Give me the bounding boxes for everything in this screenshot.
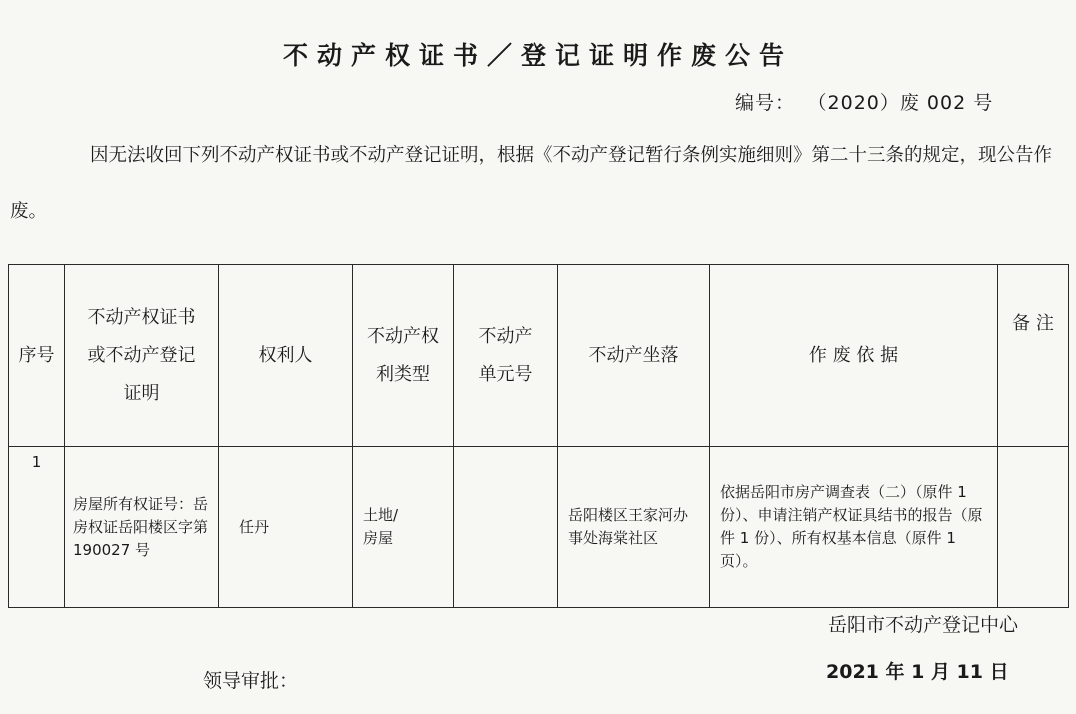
- document-number: [735, 88, 993, 115]
- row-cert: 房屋所有权证号：岳房权证岳阳楼区字第 190027 号: [65, 447, 219, 608]
- void-notice-table: [8, 264, 1069, 608]
- row-right-type: 土地/房屋: [353, 447, 454, 608]
- issue-date: 2021 年 1 月 11 日: [826, 661, 1009, 683]
- row-remark: [998, 447, 1069, 608]
- header-holder: 权利人: [219, 265, 353, 447]
- row-seq: 1: [9, 447, 65, 608]
- header-unit-no: 不动产单元号: [454, 265, 558, 447]
- row-location: 岳阳楼区王家河办事处海棠社区: [558, 447, 710, 608]
- document-title: 不动产权证书／登记证明作废公告: [282, 41, 793, 70]
- header-remark: 备 注: [998, 265, 1069, 447]
- header-location: 不动产坐落: [558, 265, 710, 447]
- header-seq: 序号: [9, 265, 65, 447]
- table-row: [9, 447, 1069, 608]
- row-unit-no: [454, 447, 558, 608]
- header-right-type: 不动产权利类型: [353, 265, 454, 447]
- row-holder: 任丹: [219, 447, 353, 608]
- intro-paragraph: 因无法收回下列不动产权证书或不动产登记证明，根据《不动产登记暂行条例实施细则》第二十三条的规定，现公告作废。: [10, 145, 1053, 222]
- header-basis: 作 废 依 据: [710, 265, 998, 447]
- issuing-organization: 岳阳市不动产登记中心: [828, 614, 1019, 636]
- document-number-label: 编号：: [735, 92, 796, 114]
- document-number-value: （2020）废 002 号: [817, 92, 994, 114]
- table-header-row: [9, 265, 1069, 447]
- header-cert: 不动产权证书或不动产登记证明: [65, 265, 219, 447]
- row-basis: 依据岳阳市房产调查表（二）（原件 1 份）、申请注销产权证具结书的报告（原件 1 份）、所有权基本信息（原件 1 页）。: [710, 447, 998, 608]
- leader-approval-label: 领导审批：: [203, 670, 299, 692]
